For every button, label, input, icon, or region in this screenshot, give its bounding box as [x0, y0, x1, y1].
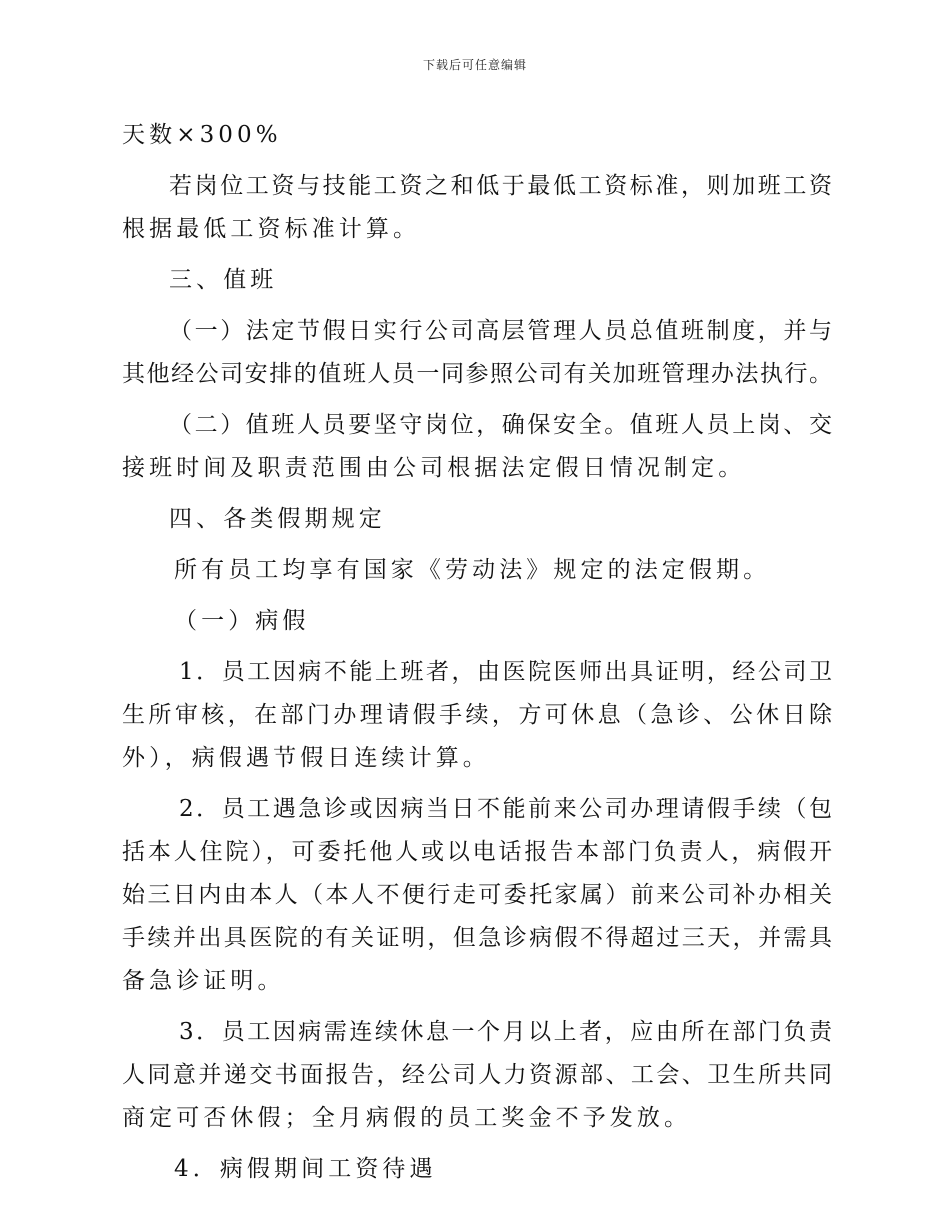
- text-line: 手续并出具医院的有关证明，但急诊病假不得超过三天，并需具: [122, 925, 832, 951]
- text-line: （二）值班人员要坚守岗位，确保安全。值班人员上岗、交: [169, 412, 832, 438]
- text-line: 2．员工遇急诊或因病当日不能前来公司办理请假手续（包: [179, 796, 832, 822]
- text-line: 天数×300%: [122, 122, 282, 148]
- page-header: 下载后可任意编辑: [422, 58, 527, 72]
- section-heading: 四、各类假期规定: [169, 506, 386, 532]
- text-line: 1．员工因病不能上班者，由医院医师出具证明，经公司卫: [179, 659, 832, 685]
- text-line: 外），病假遇节假日连续计算。: [122, 745, 490, 771]
- text-line: 括本人住院），可委托他人或以电话报告本部门负责人，病假开: [122, 839, 832, 865]
- text-line: 备急诊证明。: [122, 968, 285, 994]
- text-line: （一）法定节假日实行公司高层管理人员总值班制度，并与: [169, 318, 832, 344]
- text-line: 其他经公司安排的值班人员一同参照公司有关加班管理办法执行。: [122, 361, 832, 387]
- subsection-heading: （一）病假: [174, 608, 310, 634]
- text-line: 接班时间及职责范围由公司根据法定假日情况制定。: [122, 455, 746, 481]
- text-line: 生所审核，在部门办理请假手续，方可休息（急诊、公休日除: [122, 702, 832, 728]
- text-line: 若岗位工资与技能工资之和低于最低工资标准，则加班工资: [169, 173, 832, 199]
- document-body: [122, 114, 832, 1191]
- section-heading: 三、值班: [169, 267, 278, 293]
- text-line: 根据最低工资标准计算。: [122, 216, 421, 242]
- text-line: 4．病假期间工资待遇: [174, 1156, 437, 1182]
- text-line: 始三日内由本人（本人不便行走可委托家属）前来公司补办相关: [122, 882, 832, 908]
- text-line: 人同意并递交书面报告，经公司人力资源部、工会、卫生所共同: [122, 1062, 832, 1088]
- text-line: 3．员工因病需连续休息一个月以上者，应由所在部门负责: [179, 1019, 832, 1045]
- text-line: 所有员工均享有国家《劳动法》规定的法定假期。: [174, 557, 771, 583]
- text-line: 商定可否休假；全月病假的员工奖金不予发放。: [122, 1105, 692, 1131]
